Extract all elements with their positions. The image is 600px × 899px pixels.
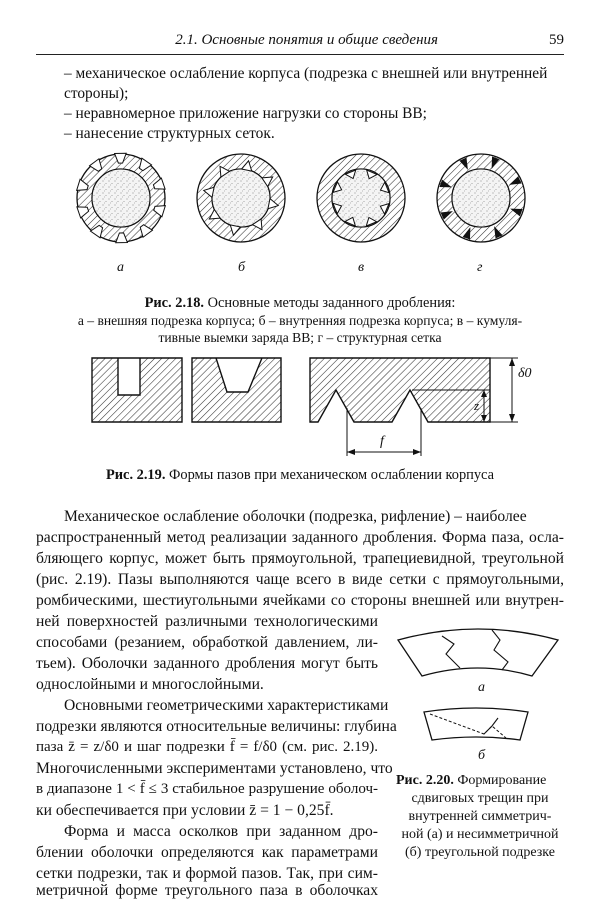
body-line: блении оболочки определяются как параметрами: [36, 844, 378, 861]
fig218-label-a: а: [117, 260, 124, 275]
page-number: 59: [549, 32, 564, 48]
figure-2-19: [0, 350, 600, 470]
fig218-caption-title: Основные методы заданного дробления:: [204, 295, 456, 311]
fig220-label-b: б: [478, 748, 486, 763]
dim-delta-label: δ0: [518, 366, 532, 381]
fig219-caption-bold: Рис. 2.19.: [105, 467, 166, 483]
body-line: паза z̄ = z/δ0 и шаг подрезки f̄ = f/δ0 (см. рис. 2.19).: [36, 739, 378, 755]
fig218-label-g: г: [477, 260, 483, 275]
figure-2-20: [396, 622, 576, 762]
body-line: подрезки являются относительные величины: глубина: [36, 718, 397, 735]
body-line: распространенный метод реализации заданного дробления. Форма паза, осла-: [36, 529, 564, 546]
fig218-label-b: б: [238, 260, 246, 275]
body-line: однослойными и многослойными.: [36, 676, 264, 693]
header-title: 2.1. Основные понятия и общие сведения: [175, 32, 438, 48]
bullet-line: стороны);: [64, 85, 129, 102]
fig220-caption-line4: ной (а) и несимметричной: [401, 827, 559, 842]
body-line: бляющего корпус, может быть прямоугольной, трапециевидной, треугольной: [36, 550, 564, 567]
dim-z-label: z: [474, 398, 480, 413]
body-line: Основными геометрическими характеристиками: [64, 697, 389, 714]
dim-f-label: f: [380, 434, 384, 449]
body-line: метричной форме треугольного паза в оболочках: [36, 882, 378, 899]
fig220-caption-line5: (б) треугольной подрезке: [405, 845, 555, 860]
fig219-caption-rest: Формы пазов при механическом ослаблении корпуса: [165, 467, 495, 483]
trapezoid-slot-block: [192, 358, 281, 422]
fig220-a-shell: [398, 629, 558, 676]
bullet-line: – нанесение структурных сеток.: [64, 125, 275, 142]
fig219-caption: [0, 466, 600, 484]
body-line: Многочисленными экспериментами установлено, что: [36, 760, 393, 777]
body-line: Механическое ослабление оболочки (подрезка, рифление) – наиболее: [64, 508, 527, 525]
explosive-charge: [92, 169, 150, 227]
bullet-line: – механическое ослабление корпуса (подрезка с внешней или внутренней: [64, 65, 548, 82]
body-line: Форма и масса осколков при заданном дро-: [64, 823, 378, 840]
body-line: сетки подрезки, так и формой пазов. Так, при сим-: [36, 865, 378, 882]
fig220-caption-bold: Рис. 2.20.: [396, 773, 454, 788]
rect-slot-block: [92, 358, 182, 422]
body-line: ромбическими, шестиугольными ячейками со стороны внешней или внутрен-: [36, 592, 564, 609]
explosive-charge: [452, 169, 510, 227]
body-line: способами (резанием, обработкой давлением, ли-: [36, 634, 378, 651]
body-line: в диапазоне 1 < f̄ ≤ 3 стабильное разрушение оболоч-: [36, 781, 378, 797]
fig220-caption-line2: сдвиговых трещин при: [411, 791, 549, 806]
fig218-label-v: в: [358, 260, 365, 275]
body-line: тьем). Оболочки заданного дробления могут быть: [36, 655, 378, 672]
body-line: (рис. 2.19). Пазы выполняются чаще всего в виде сетки с прямоугольными,: [36, 571, 564, 588]
figure-2-18: [0, 150, 600, 270]
body-line: ки обеспечивается при условии z̄ = 1 − 0,25f̄.: [36, 802, 334, 819]
fig220-label-a: а: [478, 680, 485, 695]
fig220-b-shell: [424, 708, 528, 740]
fig218-caption-line3: тивные выемки заряда ВВ; г – структурная сетка: [158, 330, 442, 345]
body-line: ней поверхностей различными технологическими: [36, 613, 378, 630]
fig218-caption-line2: а – внешняя подрезка корпуса; б – внутренняя подрезка корпуса; в – кумуля-: [77, 313, 523, 328]
fig220-caption-line1: Формирование: [453, 773, 547, 788]
explosive-charge: [332, 169, 390, 227]
fig218-caption-bold: Рис. 2.18.: [144, 295, 205, 311]
fig220-caption-line3: внутренней симметрич-: [408, 809, 552, 824]
running-header: [36, 32, 564, 55]
bullet-line: – неравномерное приложение нагрузки со стороны ВВ;: [64, 105, 427, 122]
